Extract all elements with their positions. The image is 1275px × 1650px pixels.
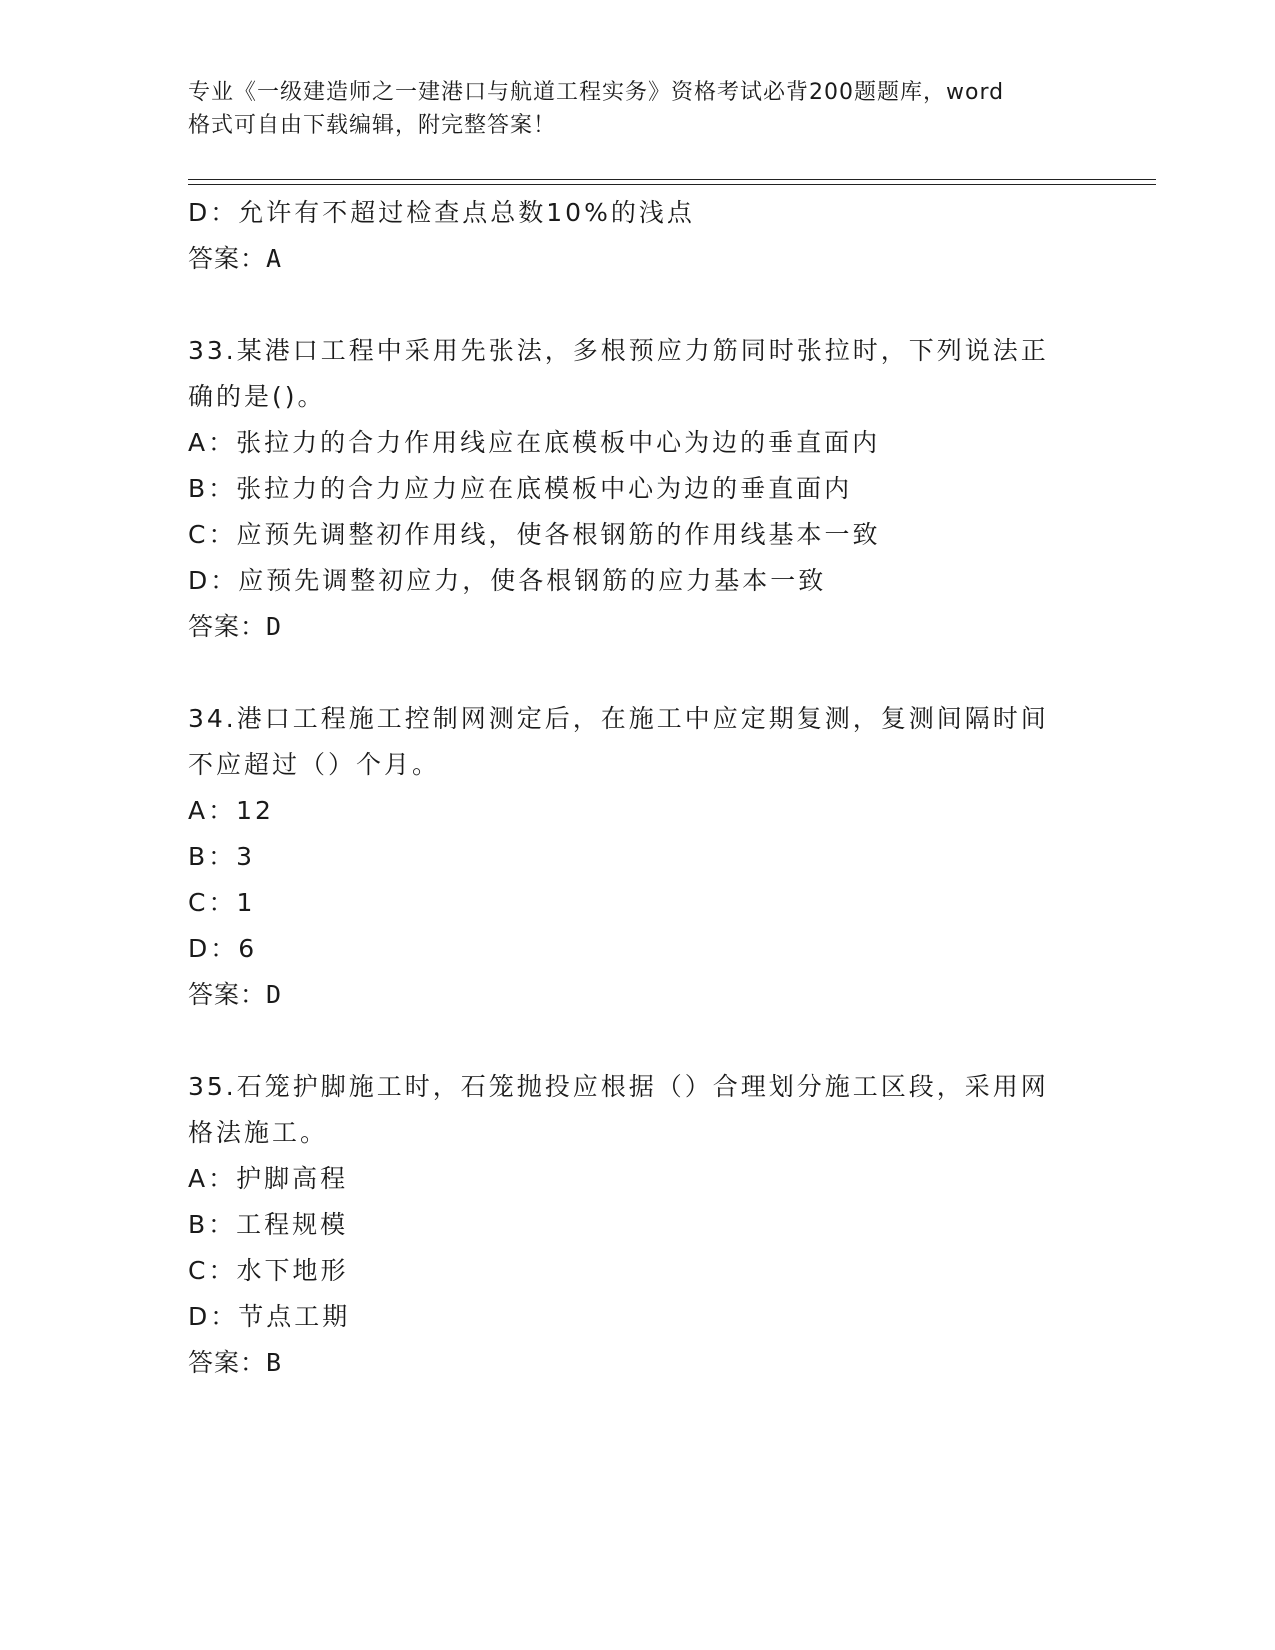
header-divider-top bbox=[188, 179, 1156, 180]
header-line-1: 专业《一级建造师之一建港口与航道工程实务》资格考试必背200题题库，word bbox=[188, 80, 1005, 105]
option-b: B：工程规模 bbox=[188, 1210, 349, 1239]
spacer bbox=[188, 282, 1088, 328]
answer-value: B bbox=[266, 1348, 283, 1377]
question-35 bbox=[188, 1064, 1088, 1386]
question-stem-line-1: 35.石笼护脚施工时，石笼抛投应根据（）合理划分施工区段，采用网 bbox=[188, 1072, 1049, 1101]
prev-option-d: D：允许有不超过检查点总数10%的浅点 bbox=[188, 198, 695, 227]
option-c: C：1 bbox=[188, 888, 256, 917]
question-content bbox=[188, 190, 1088, 1386]
answer bbox=[188, 1340, 1088, 1386]
answer bbox=[188, 972, 1088, 1018]
option-d: D：节点工期 bbox=[188, 1302, 351, 1331]
option-a: A：12 bbox=[188, 796, 274, 825]
question-stem-line-2: 确的是()。 bbox=[188, 382, 326, 411]
answer-value: D bbox=[266, 612, 283, 641]
question-stem-line-2: 不应超过（）个月。 bbox=[188, 750, 441, 779]
question-33 bbox=[188, 328, 1088, 650]
prev-answer bbox=[188, 236, 1088, 282]
spacer bbox=[188, 1018, 1088, 1064]
option-d: D：6 bbox=[188, 934, 258, 963]
answer-label: 答案： bbox=[188, 980, 267, 1009]
question-stem-line-2: 格法施工。 bbox=[188, 1118, 329, 1147]
question-stem-line-1: 34.港口工程施工控制网测定后，在施工中应定期复测，复测间隔时间 bbox=[188, 704, 1049, 733]
answer-label: 答案： bbox=[188, 244, 267, 273]
answer-label: 答案： bbox=[188, 612, 267, 641]
option-b: B：张拉力的合力应力应在底模板中心为边的垂直面内 bbox=[188, 474, 853, 503]
option-a: A：张拉力的合力作用线应在底模板中心为边的垂直面内 bbox=[188, 428, 881, 457]
answer-label: 答案： bbox=[188, 1348, 267, 1377]
answer-value: A bbox=[266, 244, 283, 273]
answer bbox=[188, 604, 1088, 650]
option-c: C：应预先调整初作用线，使各根钢筋的作用线基本一致 bbox=[188, 520, 881, 549]
question-stem-line-1: 33.某港口工程中采用先张法，多根预应力筋同时张拉时，下列说法正 bbox=[188, 336, 1049, 365]
answer-value: D bbox=[266, 980, 283, 1009]
header-line-2: 格式可自由下载编辑，附完整答案！ bbox=[188, 113, 557, 138]
option-c: C：水下地形 bbox=[188, 1256, 349, 1285]
option-a: A：护脚高程 bbox=[188, 1164, 349, 1193]
option-b: B：3 bbox=[188, 842, 256, 871]
question-34 bbox=[188, 696, 1088, 1018]
page-header bbox=[188, 76, 1068, 142]
option-d: D：应预先调整初应力，使各根钢筋的应力基本一致 bbox=[188, 566, 827, 595]
header-divider-bottom bbox=[188, 184, 1156, 185]
spacer bbox=[188, 650, 1088, 696]
